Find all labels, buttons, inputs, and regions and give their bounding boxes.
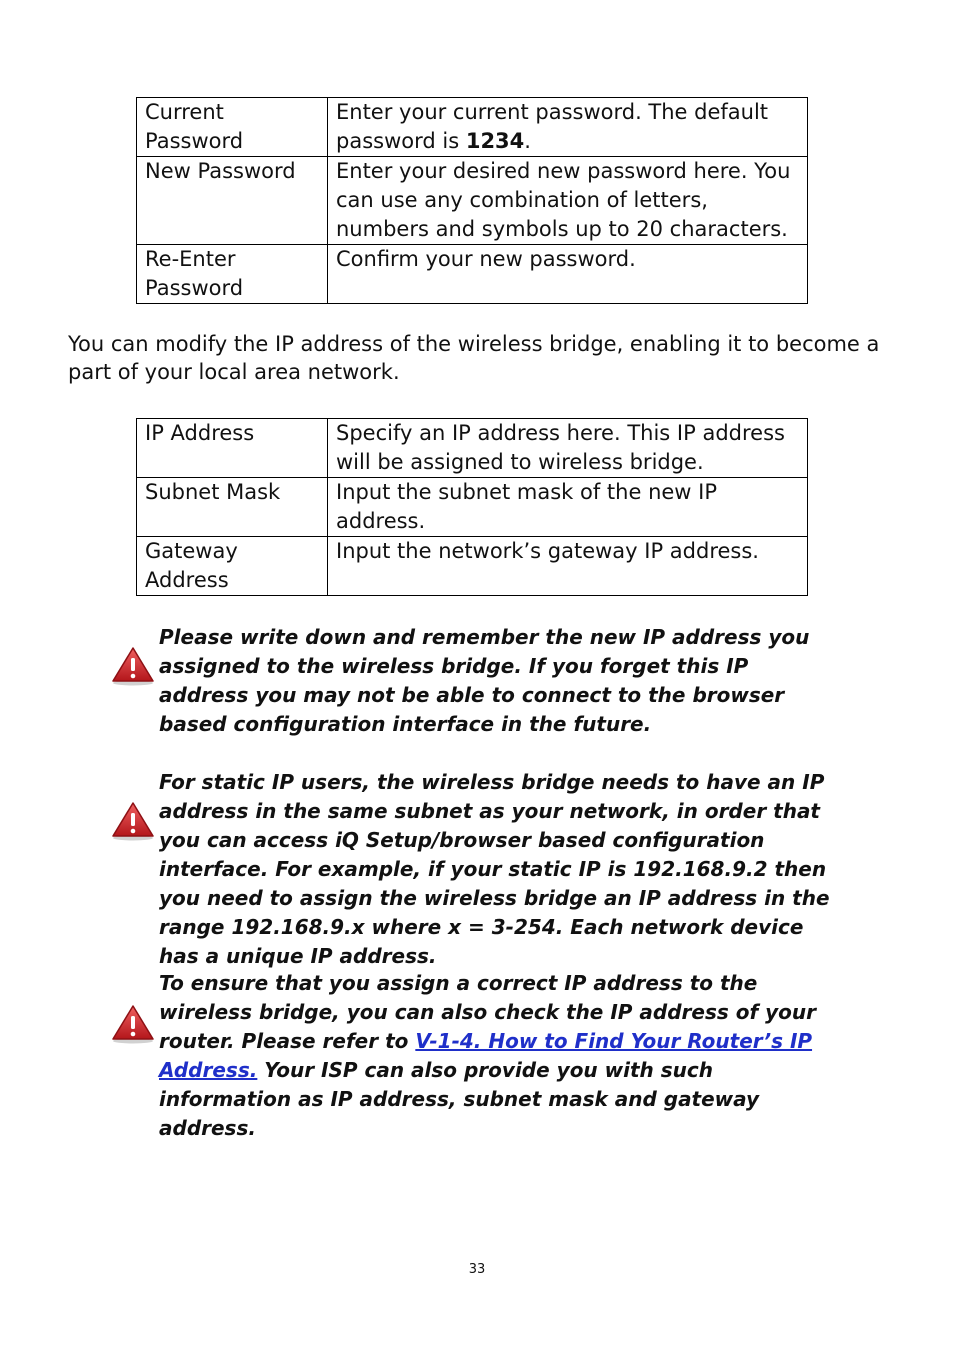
- warning-note: For static IP users, the wireless bridge needs to have an IP address in the same subnet as your network, in order that you can access iQ Setup/browser based configuration interface. For example, if your static IP is 192.168.9.2 then you need to assign the wireless bridge an IP address in the range 192.168.9.x where x = 3-254. Each network device has a unique IP address.: [159, 770, 830, 968]
- table-row: [137, 537, 808, 596]
- table-row: [137, 98, 808, 157]
- field-label: New Password: [137, 157, 328, 245]
- ip-settings-table: [136, 418, 808, 596]
- table-row: [137, 245, 808, 304]
- warning-triangle-icon: [111, 1004, 155, 1044]
- field-description: Enter your current password. The default password is 1234.: [328, 98, 808, 157]
- password-settings-table: [136, 97, 808, 304]
- table-row: [137, 157, 808, 245]
- table-row: [137, 419, 808, 478]
- table-row: [137, 478, 808, 537]
- field-description: Enter your desired new password here. You can use any combination of letters, numbers and symbols up to 20 characters.: [328, 157, 808, 245]
- field-label: Gateway Address: [137, 537, 328, 596]
- warning-note: Please write down and remember the new IP address you assigned to the wireless bridge. If you forget this IP address you may not be able to connect to the browser based configuration interface in the future.: [159, 625, 810, 736]
- field-label: IP Address: [137, 419, 328, 478]
- default-password: 1234: [465, 129, 525, 153]
- warning-triangle-icon: [111, 646, 155, 686]
- warning-triangle-icon: [111, 801, 155, 841]
- field-label: Re-Enter Password: [137, 245, 328, 304]
- page-number: 33: [468, 1262, 486, 1277]
- field-description: Specify an IP address here. This IP address will be assigned to wireless bridge.: [328, 419, 808, 478]
- field-label: Subnet Mask: [137, 478, 328, 537]
- field-description: Input the network’s gateway IP address.: [328, 537, 808, 596]
- field-label: Current Password: [137, 98, 328, 157]
- field-description: Input the subnet mask of the new IP address.: [328, 478, 808, 537]
- field-description: Confirm your new password.: [328, 245, 808, 304]
- intro-paragraph: You can modify the IP address of the wireless bridge, enabling it to become a part of your local area network.: [68, 332, 880, 384]
- warning-note: To ensure that you assign a correct IP address to the wireless bridge, you can also check the IP address of your router. Please refer to V-1-4. How to Find Your Router’s IP Address. Your ISP can also provide you with such information as IP address, subnet mask and gateway address.: [159, 971, 817, 1140]
- router-ip-guide-link[interactable]: V-1-4. How to Find Your Router’s IP Address.: [159, 1029, 813, 1082]
